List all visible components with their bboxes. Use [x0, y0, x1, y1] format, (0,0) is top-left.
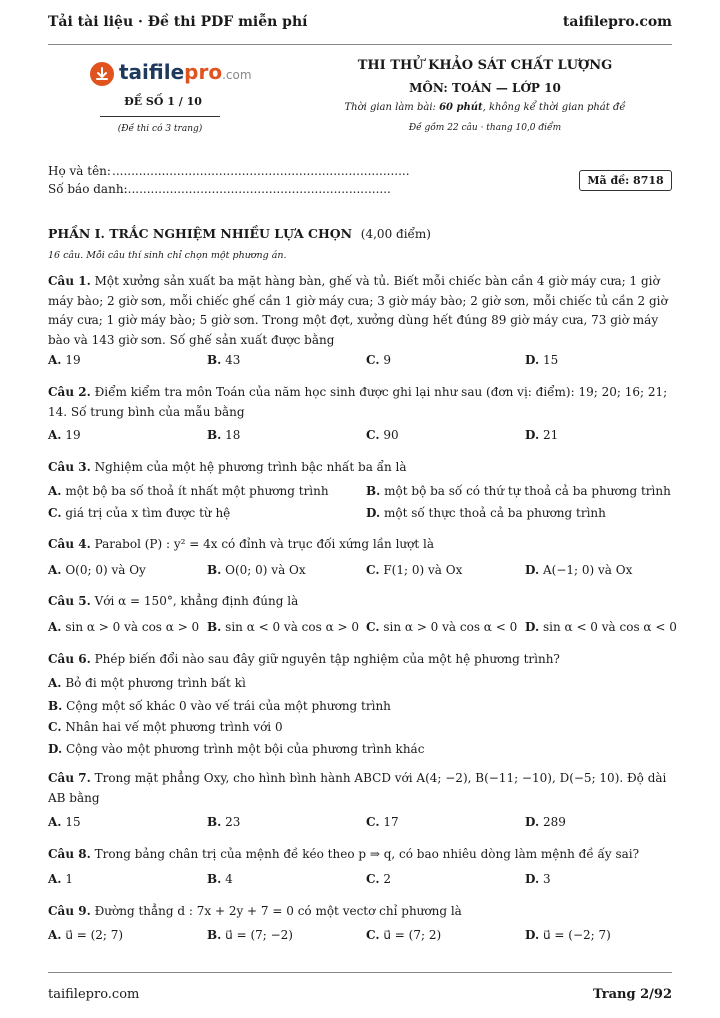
question-6-option-d[interactable]: D. Cộng vào một phương trình một bội của phương trình khác	[48, 742, 425, 756]
question-9-option-d[interactable]: D. u⃗ = (−2; 7)	[525, 928, 611, 942]
question-4-option-d[interactable]: D. A(−1; 0) và Ox	[525, 563, 633, 577]
question-7-option-a[interactable]: A. 15	[48, 815, 81, 829]
exam-info: Đề gồm 22 câu · thang 10,0 điểm	[408, 123, 562, 133]
question-9-option-b[interactable]: B. u⃗ = (7; −2)	[207, 928, 293, 942]
question-7-option-b[interactable]: B. 23	[207, 815, 241, 829]
question-7-stem: Câu 7. Trong mặt phẳng Oxy, cho hình bình hành ABCD với A(4; −2), B(−11; −10), D(−5; 10). Độ dài AB bằng	[48, 771, 667, 805]
question-2-option-b[interactable]: B. 18	[207, 428, 241, 442]
question-2-option-c[interactable]: C. 90	[366, 428, 399, 442]
section-title: PHẦN I. TRẮC NGHIỆM NHIỀU LỰA CHỌN (4,00 điểm)	[48, 226, 431, 241]
question-3-option-d[interactable]: D. một số thực thoả cả ba phương trình	[366, 506, 606, 520]
question-6-stem: Câu 6. Phép biến đổi nào sau đây giữ nguyên tập nghiệm của một hệ phương trình?	[48, 652, 560, 666]
page-number: Trang 2/92	[593, 987, 672, 1002]
question-2-option-a[interactable]: A. 19	[48, 428, 81, 442]
question-4-option-c[interactable]: C. F(1; 0) và Ox	[366, 563, 463, 577]
question-5-stem: Câu 5. Với α = 150°, khẳng định đúng là	[48, 594, 299, 608]
download-arrow-icon	[90, 62, 114, 86]
student-name-field	[48, 164, 410, 178]
question-8-option-c[interactable]: C. 2	[366, 872, 391, 886]
footer-site: taifilepro.com	[48, 987, 140, 1002]
exam-code-box: Mã đề: 8718	[579, 170, 672, 191]
question-8-option-b[interactable]: B. 4	[207, 872, 233, 886]
question-9-option-c[interactable]: C. u⃗ = (7; 2)	[366, 928, 442, 942]
header-site-link[interactable]: taifilepro.com	[562, 14, 672, 30]
student-id-field	[48, 182, 391, 196]
question-1-option-c[interactable]: C. 9	[366, 353, 391, 367]
question-3-option-a[interactable]: A. một bộ ba số thoả ít nhất một phương trình	[48, 484, 329, 498]
logo-wordmark: taifilepro.com	[119, 60, 252, 84]
exam-subject: MÔN: TOÁN — LỚP 10	[409, 81, 561, 95]
question-3-option-c[interactable]: C. giá trị của x tìm được từ hệ	[48, 506, 231, 520]
question-5-option-b[interactable]: B. sin α < 0 và cos α > 0	[207, 620, 360, 634]
section-note: 16 câu. Mỗi câu thí sinh chỉ chọn một phương án.	[48, 250, 287, 261]
header-divider	[48, 44, 672, 45]
question-4-stem: Câu 4. Parabol (P) : y² = 4x có đỉnh và trục đối xứng lần lượt là	[48, 537, 435, 551]
question-8-option-a[interactable]: A. 1	[48, 872, 73, 886]
page-count-note: (Đề thi có 3 trang)	[117, 124, 203, 134]
question-4-option-b[interactable]: B. O(0; 0) và Ox	[207, 563, 306, 577]
question-1-option-b[interactable]: B. 43	[207, 353, 241, 367]
question-8-option-d[interactable]: D. 3	[525, 872, 551, 886]
question-1-option-d[interactable]: D. 15	[525, 353, 559, 367]
student-name-label: Họ và tên:	[48, 164, 111, 178]
question-6-option-c[interactable]: C. Nhân hai vế một phương trình với 0	[48, 720, 283, 734]
exam-number-underline	[100, 116, 220, 117]
exam-time: Thời gian làm bài: 60 phút, không kể thời gian phát đề	[344, 102, 626, 113]
footer-divider	[48, 972, 672, 973]
student-name-dots: ..............................................................................	[112, 164, 410, 178]
student-id-label: Số báo danh:	[48, 182, 128, 196]
question-3-option-b[interactable]: B. một bộ ba số có thứ tự thoả cả ba phương trình	[366, 484, 671, 498]
exam-title: THI THỬ KHẢO SÁT CHẤT LƯỢNG	[357, 58, 613, 73]
question-6-option-a[interactable]: A. Bỏ đi một phương trình bất kì	[48, 676, 246, 690]
exam-number: ĐỀ SỐ 1 / 10	[124, 95, 202, 108]
question-5-option-c[interactable]: C. sin α > 0 và cos α < 0	[366, 620, 518, 634]
question-8-stem: Câu 8. Trong bảng chân trị của mệnh đề kéo theo p ⇒ q, có bao nhiêu dòng làm mệnh đề ấy sai?	[48, 847, 640, 861]
question-4-option-a[interactable]: A. O(0; 0) và Oy	[48, 563, 146, 577]
question-5-option-a[interactable]: A. sin α > 0 và cos α > 0	[48, 620, 200, 634]
question-9-option-a[interactable]: A. u⃗ = (2; 7)	[48, 928, 124, 942]
question-7-option-d[interactable]: D. 289	[525, 815, 566, 829]
student-id-dots: .......................................................................	[120, 182, 391, 196]
question-1-option-a[interactable]: A. 19	[48, 353, 81, 367]
question-2-option-d[interactable]: D. 21	[525, 428, 559, 442]
question-1-stem: Câu 1. Một xưởng sản xuất ba mặt hàng bàn, ghế và tủ. Biết mỗi chiếc bàn cần 4 giờ máy cưa; 1 giờ máy bào; 2 giờ sơn, mỗi chiếc ghế cần 1 giờ máy cưa; 3 giờ máy bào; 2 giờ sơn, mỗi chiếc tủ cần 2 giờ máy cưa; 1 giờ máy bào; 5 giờ sơn. Trong một đợt, xưởng dùng hết đúng 89 giờ máy cưa, 73 giờ máy bào và 143 giờ sơn. Số ghế sản xuất được bằng	[48, 274, 668, 347]
question-2-stem: Câu 2. Điểm kiểm tra môn Toán của năm học sinh được ghi lại như sau (đơn vị: điểm): 19; 20; 16; 21; 14. Số trung bình của mẫu bằng	[48, 385, 668, 419]
question-9-stem: Câu 9. Đường thẳng d : 7x + 2y + 7 = 0 có một vectơ chỉ phương là	[48, 904, 462, 918]
header-left-text: Tải tài liệu · Đề thi PDF miễn phí	[48, 14, 308, 30]
question-6-option-b[interactable]: B. Cộng một số khác 0 vào vế trái của một phương trình	[48, 699, 391, 713]
question-3-stem: Câu 3. Nghiệm của một hệ phương trình bậc nhất ba ẩn là	[48, 460, 407, 474]
question-5-option-d[interactable]: D. sin α < 0 và cos α < 0	[525, 620, 677, 634]
question-7-option-c[interactable]: C. 17	[366, 815, 399, 829]
